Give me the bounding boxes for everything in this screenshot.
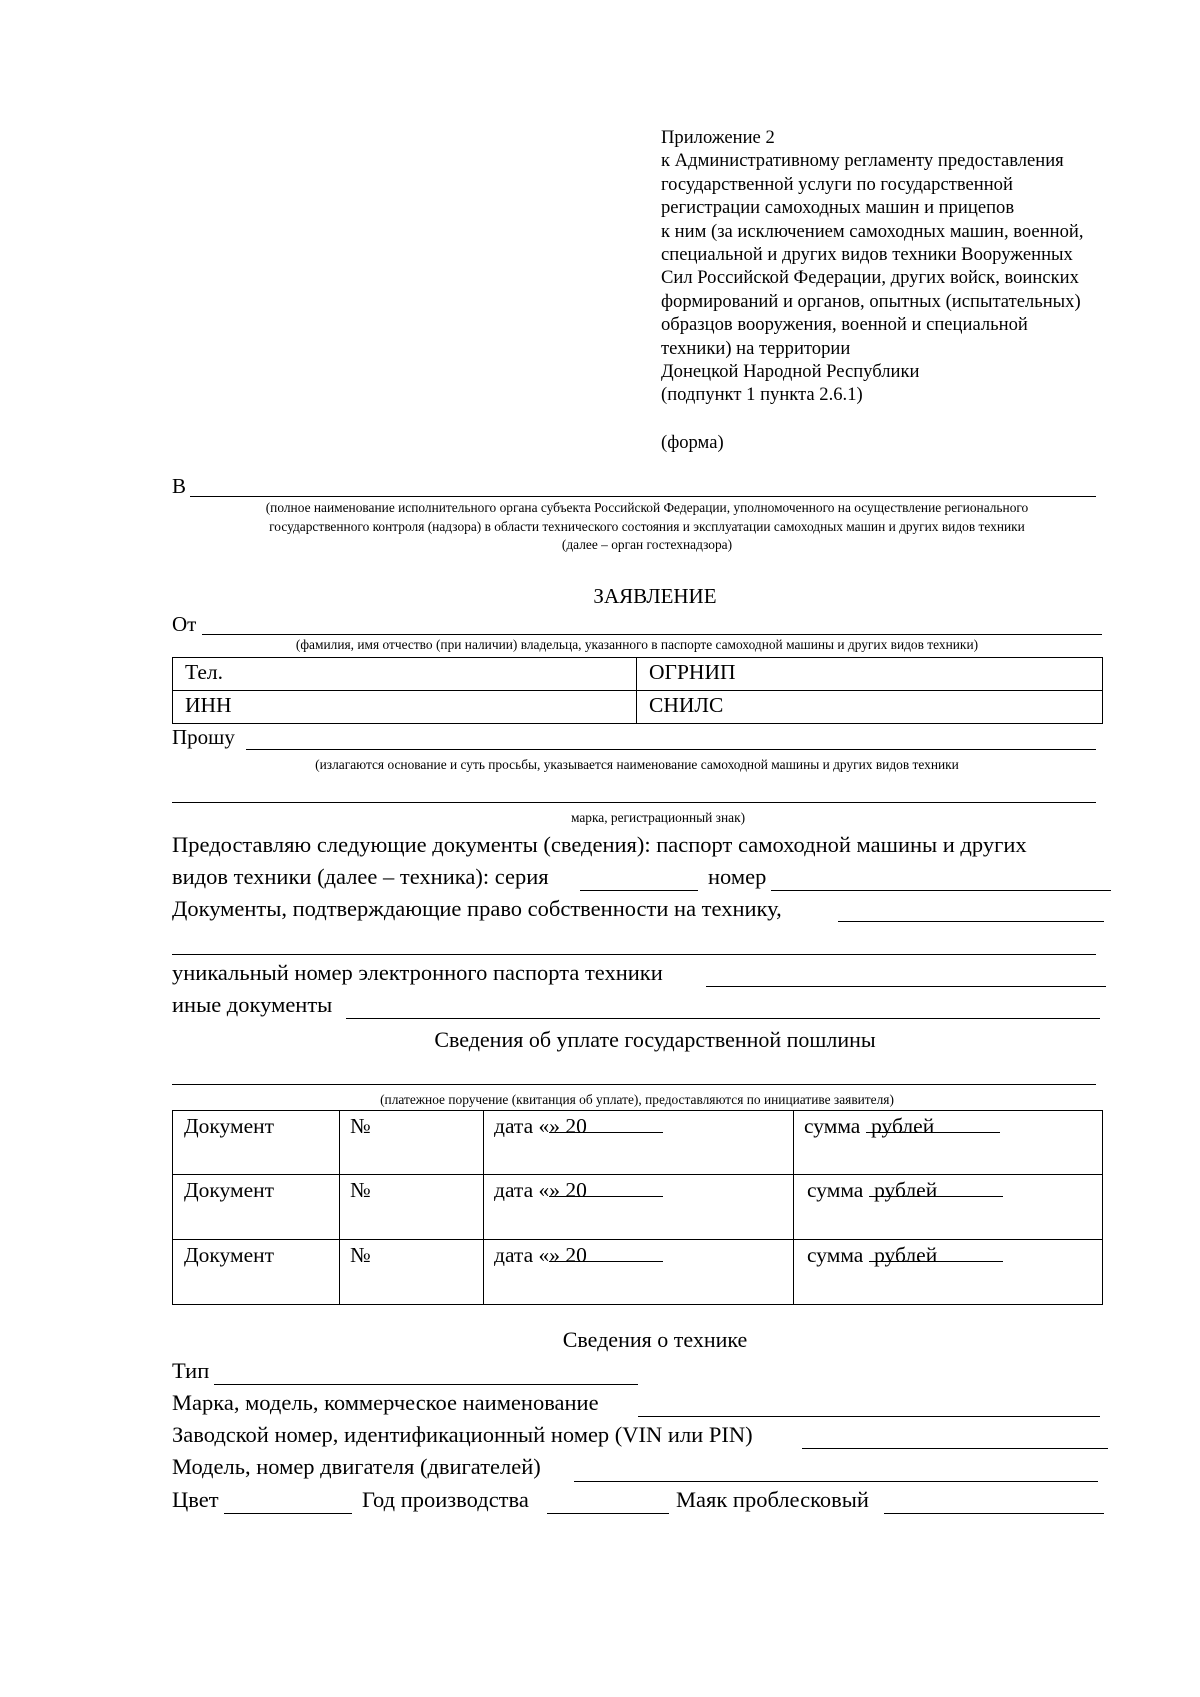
form-label: (форма) — [661, 432, 724, 453]
year-label: 20 — [565, 1114, 587, 1138]
addressee-hint-line: (далее – орган гостехнадзора) — [561, 537, 733, 553]
passport-number-field[interactable] — [771, 890, 1111, 891]
phone-cell[interactable] — [173, 658, 637, 691]
date-cell[interactable] — [484, 1240, 794, 1305]
vehicle-engine-label: Модель, номер двигателя (двигателей) — [172, 1454, 541, 1479]
header-line: (подпункт 1 пункта 2.6.1) — [661, 384, 863, 406]
passport-series-field[interactable] — [580, 890, 698, 891]
ogrnip-label: ОГРНИП — [649, 660, 736, 684]
payment-title: Сведения об уплате государственной пошлины — [434, 1027, 876, 1052]
snils-cell[interactable] — [637, 691, 1103, 724]
num-cell[interactable] — [340, 1240, 484, 1305]
year-label: 20 — [565, 1178, 587, 1202]
rub-word: рублей — [874, 1243, 938, 1267]
sum-label — [807, 1243, 937, 1268]
snils-label: СНИЛС — [649, 693, 724, 717]
vehicle-beacon-label: Маяк проблесковый — [676, 1487, 869, 1512]
num-label: № — [350, 1243, 371, 1267]
date-close: » — [549, 1178, 561, 1202]
phone-label: Тел. — [185, 660, 223, 684]
other-docs-label: иные документы — [172, 992, 333, 1017]
request-field-2[interactable] — [172, 802, 1096, 803]
request-hint: (излагаются основание и суть просьбы, указывается наименование самоходной машины и других видов техники — [315, 757, 959, 772]
vehicle-type-label: Тип — [172, 1358, 210, 1383]
header-line: к ним (за исключением самоходных машин, военной, — [661, 220, 1084, 242]
header-line: формирований и органов, опытных (испытательных) — [661, 290, 1081, 312]
header-line: к Административному регламенту предоставления — [661, 150, 1064, 172]
appendix-header — [661, 126, 1083, 407]
num-cell[interactable] — [340, 1111, 484, 1175]
doc-label: Документ — [184, 1178, 275, 1202]
vehicle-color-label: Цвет — [172, 1487, 219, 1512]
vehicle-beacon-field[interactable] — [884, 1513, 1104, 1514]
addressee-hint-line: (полное наименование исполнительного органа субъекта Российской Федерации, уполномоченного на осуществление регионального — [265, 500, 1029, 515]
date-close: » — [549, 1243, 561, 1267]
num-label: № — [350, 1178, 371, 1202]
payment-field[interactable] — [172, 1084, 1096, 1085]
date-cell[interactable] — [484, 1111, 794, 1175]
epassport-label: уникальный номер электронного паспорта техники — [172, 960, 663, 985]
request-field[interactable] — [246, 749, 1096, 750]
passport-series-label: видов техники (далее – техника): серия — [172, 864, 549, 889]
vehicle-brand-label: Марка, модель, коммерческое наименование — [172, 1390, 599, 1415]
documents-intro: Предоставляю следующие документы (сведения): паспорт самоходной машины и других — [172, 832, 1027, 857]
num-cell[interactable] — [340, 1175, 484, 1240]
header-line: Донецкой Народной Республики — [661, 361, 920, 383]
vehicle-brand-field[interactable] — [638, 1416, 1100, 1417]
doc-label: Документ — [184, 1114, 275, 1138]
request-hint-2: марка, регистрационный знак) — [570, 810, 746, 825]
ownership-docs-field[interactable] — [838, 921, 1104, 922]
date-open: дата « — [494, 1243, 550, 1267]
addressee-prefix: В — [172, 474, 187, 498]
date-label — [494, 1243, 587, 1268]
request-prefix: Прошу — [172, 725, 235, 749]
payment-table — [172, 1110, 1103, 1305]
payment-row — [173, 1240, 1103, 1305]
passport-number-label: номер — [708, 864, 767, 889]
payment-hint: (платежное поручение (квитанция об уплате), предоставляются по инициативе заявителя) — [380, 1092, 894, 1107]
sum-word: сумма — [807, 1178, 864, 1202]
doc-cell — [173, 1175, 340, 1240]
applicant-prefix: От — [172, 612, 197, 636]
header-line: Приложение 2 — [661, 127, 775, 148]
payment-row — [173, 1175, 1103, 1240]
sum-cell[interactable] — [794, 1240, 1103, 1305]
addressee-field[interactable] — [190, 496, 1096, 497]
inn-cell[interactable] — [173, 691, 637, 724]
vehicle-serial-field[interactable] — [802, 1448, 1108, 1449]
doc-label: Документ — [184, 1243, 275, 1267]
payment-row — [173, 1111, 1103, 1175]
applicant-hint: (фамилия, имя отчество (при наличии) владельца, указанного в паспорте самоходной машины и других видов техники) — [295, 637, 979, 652]
header-line: регистрации самоходных машин и прицепов — [661, 197, 1015, 219]
epassport-field[interactable] — [706, 986, 1106, 987]
addressee-hint-line: государственного контроля (надзора) в области технического состояния и эксплуатации самоходных машин и других видов техники — [269, 518, 1025, 534]
header-line: государственной услуги по государственной — [661, 173, 1013, 195]
date-open: дата « — [494, 1178, 550, 1202]
other-docs-field[interactable] — [346, 1018, 1100, 1019]
rub-word: рублей — [874, 1178, 938, 1202]
sum-cell[interactable] — [794, 1111, 1103, 1175]
header-line: Сил Российской Федерации, других войск, воинских — [661, 267, 1079, 289]
vehicle-year-field[interactable] — [547, 1513, 669, 1514]
inn-label: ИНН — [185, 693, 232, 717]
date-close: » — [549, 1114, 561, 1138]
date-label — [494, 1114, 587, 1139]
ownership-docs-field-2[interactable] — [172, 954, 1096, 955]
header-line: специальной и других видов техники Вооруженных — [661, 244, 1073, 266]
vehicle-serial-label: Заводской номер, идентификационный номер (VIN или PIN) — [172, 1422, 753, 1447]
applicant-field[interactable] — [202, 634, 1102, 635]
contact-table — [172, 657, 1103, 724]
rub-word: рублей — [871, 1114, 935, 1138]
doc-cell — [173, 1240, 340, 1305]
ownership-docs-label: Документы, подтверждающие право собственности на технику, — [172, 896, 782, 921]
num-label: № — [350, 1114, 371, 1138]
sum-word: сумма — [804, 1114, 861, 1138]
header-line: образцов вооружения, военной и специальной — [661, 314, 1028, 336]
date-cell[interactable] — [484, 1175, 794, 1240]
vehicle-color-field[interactable] — [224, 1513, 352, 1514]
header-line: техники) на территории — [661, 337, 851, 359]
date-label — [494, 1178, 587, 1203]
document-title: ЗАЯВЛЕНИЕ — [593, 584, 717, 608]
sum-label — [804, 1114, 934, 1139]
sum-label — [807, 1178, 937, 1203]
vehicle-title: Сведения о технике — [562, 1327, 748, 1352]
sum-word: сумма — [807, 1243, 864, 1267]
doc-cell — [173, 1111, 340, 1175]
vehicle-type-field[interactable] — [214, 1384, 638, 1385]
vehicle-engine-field[interactable] — [574, 1481, 1098, 1482]
date-open: дата « — [494, 1114, 550, 1138]
addressee-hint — [172, 499, 1122, 555]
ogrnip-cell[interactable] — [637, 658, 1103, 691]
year-label: 20 — [565, 1243, 587, 1267]
sum-cell[interactable] — [794, 1175, 1103, 1240]
vehicle-year-label: Год производства — [362, 1487, 529, 1512]
